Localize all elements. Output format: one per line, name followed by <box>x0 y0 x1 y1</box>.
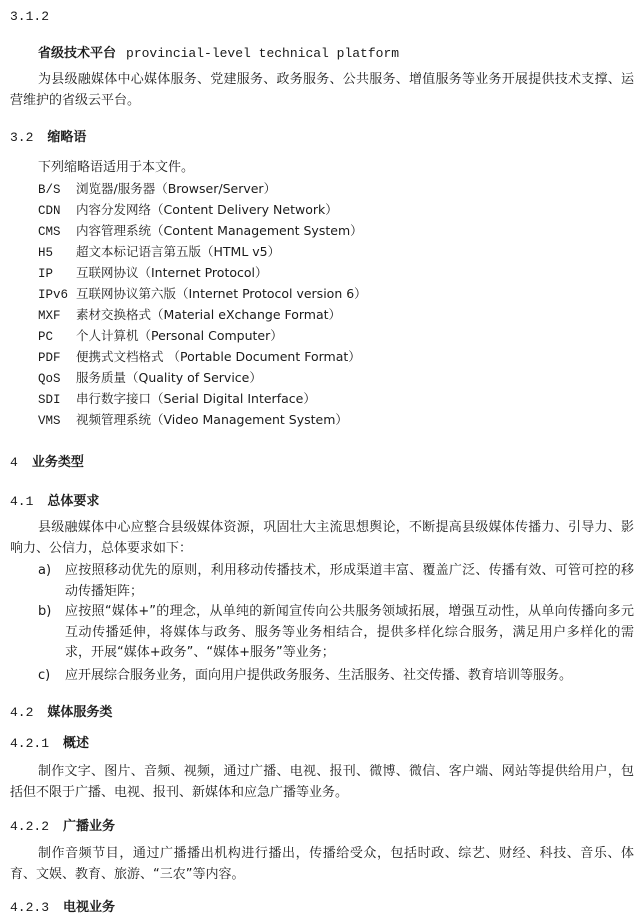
abbreviation-row <box>38 305 341 323</box>
abbreviation-row <box>38 326 283 344</box>
clause-number: 4.1 <box>10 494 34 509</box>
abbr-code: B/S <box>38 183 61 197</box>
clause-4-2-3-heading <box>10 896 115 915</box>
clause-number: 3.2 <box>10 130 34 145</box>
clause-number: 4.2.1 <box>10 736 50 751</box>
abbr-desc: 素材交换格式（Material eXchange Format） <box>76 307 342 322</box>
abbr-desc: 互联网协议（Internet Protocol） <box>76 265 268 280</box>
clause-title: 电视业务 <box>63 900 116 915</box>
abbreviation-row <box>38 284 367 302</box>
clause-number: 4.2.2 <box>10 819 50 834</box>
list-item <box>38 666 634 687</box>
clause-title: 业务类型 <box>31 455 84 470</box>
abbr-code: IPv6 <box>38 288 69 302</box>
list-marker: c) <box>38 668 51 683</box>
clause-3-2-heading <box>10 126 86 145</box>
abbreviation-row <box>38 389 316 407</box>
list-item <box>38 561 634 602</box>
abbr-desc: 内容管理系统（Content Management System） <box>76 223 363 238</box>
clause-title: 概述 <box>63 736 90 751</box>
general-requirements-intro: 县级融媒体中心应整合县级媒体资源，巩固壮大主流思想舆论，不断提高县级媒体传播力、引导力、影响力、公信力，总体要求如下： <box>10 520 634 556</box>
clause-4-heading <box>10 451 84 470</box>
abbr-code: VMS <box>38 414 61 428</box>
list-marker: a) <box>38 563 52 578</box>
abbr-code: H5 <box>38 246 54 260</box>
list-marker: b) <box>38 604 52 619</box>
abbr-desc: 浏览器/服务器（Browser/Server） <box>76 181 277 196</box>
abbr-desc: 视频管理系统（Video Management System） <box>76 412 348 427</box>
abbr-desc: 内容分发网络（Content Delivery Network） <box>76 202 338 217</box>
term-entry <box>38 42 399 61</box>
abbreviation-row <box>38 368 262 386</box>
abbr-desc: 超文本标记语言第五版（HTML v5） <box>76 244 281 259</box>
clause-4-2-1-heading <box>10 732 89 751</box>
abbreviation-row <box>38 179 276 197</box>
broadcast-paragraph: 制作音频节目，通过广播播出机构进行播出，传播给受众，包括时政、综艺、财经、科技、音乐、体育、文娱、教育、旅游、“三农”等内容。 <box>10 846 634 882</box>
list-item-text: 应按照移动优先的原则，利用移动传播技术，形成渠道丰富、覆盖广泛、传播有效、可管可控的移动传播矩阵； <box>65 563 634 599</box>
clause-title: 广播业务 <box>63 819 116 834</box>
term-definition: 为县级融媒体中心媒体服务、党建服务、政务服务、公共服务、增值服务等业务开展提供技术支撑、运营维护的省级云平台。 <box>10 72 634 108</box>
list-item-text: 应开展综合服务业务，面向用户提供政务服务、生活服务、社交传播、教育培训等服务。 <box>65 668 573 683</box>
clause-title: 总体要求 <box>47 494 100 509</box>
clause-number: 4.2 <box>10 705 34 720</box>
overview-paragraph: 制作文字、图片、音频、视频，通过广播、电视、报刊、微博、微信、客户端、网站等提供给用户，包括但不限于广播、电视、报刊、新媒体和应急广播等业务。 <box>10 764 634 800</box>
abbreviation-row <box>38 221 363 239</box>
clause-number: 4.2.3 <box>10 900 50 915</box>
list-item <box>38 602 634 664</box>
abbr-code: IP <box>38 267 54 281</box>
abbr-code: PDF <box>38 351 61 365</box>
clause-number: 4 <box>10 455 18 470</box>
list-item-text: 应按照“媒体+”的理念，从单纯的新闻宣传向公共服务领域拓展，增强互动性，从单向传播向多元互动传播延伸，将媒体与政务、服务等业务相结合，提供多样化综合服务，满足用户多样化的需求，开展“媒体+政务”、“媒体+服务”等业务； <box>65 604 634 660</box>
abbr-desc: 服务质量（Quality of Service） <box>76 370 262 385</box>
clause-4-2-2-heading <box>10 815 115 834</box>
clause-4-1-heading <box>10 490 99 509</box>
abbr-code: PC <box>38 330 54 344</box>
abbr-code: CMS <box>38 225 61 239</box>
abbreviation-row <box>38 410 348 428</box>
term-chinese: 省级技术平台 <box>38 46 117 61</box>
abbr-code: MXF <box>38 309 61 323</box>
abbr-code: SDI <box>38 393 61 407</box>
clause-3-1-2-heading <box>10 9 49 24</box>
term-english: provincial-level technical platform <box>126 46 400 61</box>
abbr-desc: 串行数字接口（Serial Digital Interface） <box>76 391 316 406</box>
abbreviation-row <box>38 263 267 281</box>
abbreviation-row <box>38 347 361 365</box>
abbr-desc: 互联网协议第六版（Internet Protocol version 6） <box>76 286 367 301</box>
abbreviation-row <box>38 200 338 218</box>
abbr-desc: 个人计算机（Personal Computer） <box>76 328 283 343</box>
abbr-code: CDN <box>38 204 61 218</box>
clause-4-2-heading <box>10 701 112 720</box>
abbreviation-row <box>38 242 280 260</box>
clause-number: 3.1.2 <box>10 9 50 24</box>
clause-title: 媒体服务类 <box>47 705 113 720</box>
abbreviations-intro: 下列缩略语适用于本文件。 <box>38 160 195 175</box>
abbr-code: QoS <box>38 372 61 386</box>
abbr-desc: 便携式文档格式 （Portable Document Format） <box>76 349 361 364</box>
clause-title: 缩略语 <box>47 130 87 145</box>
